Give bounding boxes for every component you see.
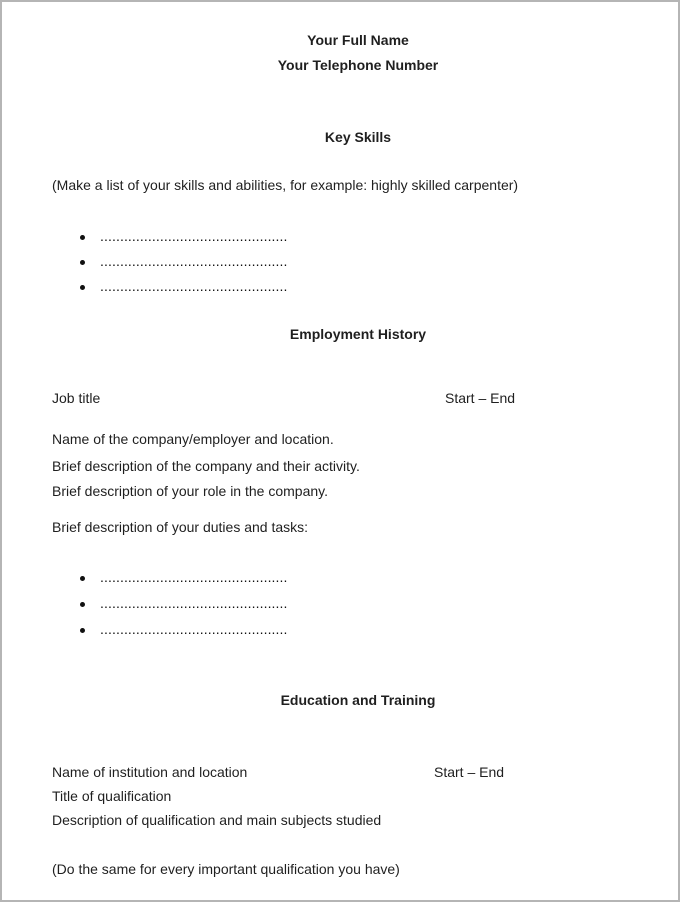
employment-date-range: Start – End xyxy=(445,390,516,406)
job-title-row xyxy=(52,390,664,406)
bullet-icon xyxy=(80,576,85,581)
qualification-title-line: Title of qualification xyxy=(52,788,172,804)
company-description-line: Brief description of the company and their activity. xyxy=(52,458,360,474)
education-date-range: Start – End xyxy=(434,764,505,780)
bullet-icon xyxy=(80,260,85,265)
duty-bullet-row xyxy=(80,595,288,611)
dotted-line: ............................................... xyxy=(100,228,288,244)
duties-label: Brief description of your duties and tasks: xyxy=(52,519,309,535)
role-description-line: Brief description of your role in the company. xyxy=(52,483,328,499)
duty-bullet-row xyxy=(80,621,288,637)
education-note: (Do the same for every important qualification you have) xyxy=(52,861,400,877)
key-skills-heading: Key Skills xyxy=(324,129,392,145)
dotted-line: ............................................... xyxy=(100,621,288,637)
telephone-heading: Your Telephone Number xyxy=(277,57,439,73)
dotted-line: ............................................... xyxy=(100,595,288,611)
job-title-label: Job title xyxy=(52,390,101,406)
key-skills-hint: (Make a list of your skills and abilities, for example: highly skilled carpenter) xyxy=(52,177,519,193)
qualification-description-line: Description of qualification and main subjects studied xyxy=(52,812,382,828)
bullet-icon xyxy=(80,285,85,290)
institution-label: Name of institution and location xyxy=(52,764,248,780)
bullet-icon xyxy=(80,602,85,607)
bullet-icon xyxy=(80,628,85,633)
bullet-icon xyxy=(80,235,85,240)
dotted-line: ............................................... xyxy=(100,278,288,294)
full-name-heading: Your Full Name xyxy=(307,32,409,48)
skill-bullet-row xyxy=(80,278,288,294)
employment-history-heading: Employment History xyxy=(289,326,427,342)
dotted-line: ............................................... xyxy=(100,569,288,585)
skill-bullet-row xyxy=(80,253,288,269)
skill-bullet-row xyxy=(80,228,288,244)
education-heading: Education and Training xyxy=(280,692,436,708)
company-line: Name of the company/employer and location. xyxy=(52,431,334,447)
duty-bullet-row xyxy=(80,569,288,585)
dotted-line: ............................................... xyxy=(100,253,288,269)
institution-row xyxy=(52,764,664,780)
